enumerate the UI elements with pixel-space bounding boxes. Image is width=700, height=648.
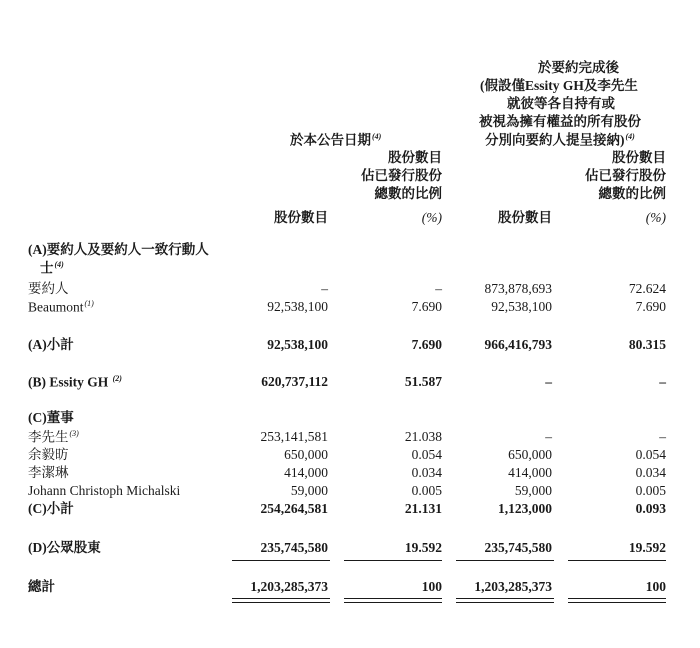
pct-unit-2: (%) xyxy=(645,210,666,225)
section-c-title: (C)董事 xyxy=(28,410,74,425)
cell-shares-2: – xyxy=(545,374,552,389)
cell-shares-1: – xyxy=(321,281,328,296)
cell-shares-1: 235,745,580 xyxy=(260,540,328,555)
cell-pct-2: 0.005 xyxy=(635,483,666,498)
cell-shares-2: 1,203,285,373 xyxy=(474,579,552,594)
cell-pct-2: 72.624 xyxy=(628,281,666,296)
rule xyxy=(232,560,330,561)
footnote-ref: (4) xyxy=(625,132,635,141)
cell-shares-1: 92,538,100 xyxy=(267,337,328,352)
cell-pct-2: – xyxy=(659,429,666,444)
cell-shares-2: – xyxy=(545,429,552,444)
section-a-title: (A)要約人及要約人一致行動人 xyxy=(28,242,209,257)
footnote-ref: (1) xyxy=(84,299,94,308)
cell-pct-1: 19.592 xyxy=(404,540,442,555)
rule xyxy=(344,560,442,561)
pct-header-2-line: 股份數目 xyxy=(612,150,666,165)
footnote-ref: (4) xyxy=(54,260,64,269)
cell-shares-1: 253,141,581 xyxy=(260,429,328,444)
cell-shares-2: 1,123,000 xyxy=(498,501,552,516)
cell-pct-1: 51.587 xyxy=(404,374,442,389)
pct-header-1-line: 股份數目 xyxy=(388,150,442,165)
cell-shares-2: 966,416,793 xyxy=(484,337,552,352)
double-rule xyxy=(568,598,666,603)
cell-shares-1: 254,264,581 xyxy=(260,501,328,516)
row-label: Johann Christoph Michalski xyxy=(28,483,181,498)
section-a-title-cont: 士 xyxy=(40,260,54,276)
row-label: 李先生 xyxy=(28,429,69,445)
header-line: 就彼等各自持有或 xyxy=(507,96,615,111)
cell-shares-1: 414,000 xyxy=(284,465,328,480)
header-line: 被視為擁有權益的所有股份 xyxy=(479,114,641,129)
cell-pct-1: 7.690 xyxy=(411,299,442,314)
pct-header-2-line: 總數的比例 xyxy=(598,186,666,201)
row-label: 要約人 xyxy=(28,281,69,296)
header-line: 分別向要約人提呈接納) xyxy=(485,132,625,148)
cell-pct-2: 0.034 xyxy=(635,465,666,480)
cell-pct-2: 0.054 xyxy=(635,447,666,462)
row-label: 余毅昉 xyxy=(28,447,69,462)
double-rule xyxy=(456,598,554,603)
pct-unit-1: (%) xyxy=(421,210,442,225)
announcement-date-header xyxy=(290,133,381,147)
cell-pct-1: 0.034 xyxy=(411,465,442,480)
cell-pct-1: 7.690 xyxy=(411,337,442,352)
rule xyxy=(456,560,554,561)
header-line: 於要約完成後 xyxy=(538,60,619,75)
cell-shares-2: 59,000 xyxy=(514,483,552,498)
shares-header-1: 股份數目 xyxy=(274,210,328,225)
double-rule xyxy=(232,598,330,603)
cell-pct-2: 80.315 xyxy=(628,337,666,352)
cell-shares-2: 414,000 xyxy=(508,465,552,480)
cell-shares-1: 650,000 xyxy=(284,447,328,462)
cell-shares-2: 92,538,100 xyxy=(491,299,552,314)
cell-pct-2: – xyxy=(659,374,666,389)
cell-shares-2: 873,878,693 xyxy=(484,281,552,296)
row-label: 總計 xyxy=(28,579,55,594)
announcement-date-label: 於本公告日期 xyxy=(290,132,371,148)
cell-pct-1: 21.038 xyxy=(404,429,442,444)
pct-header-2-line: 佔已發行股份 xyxy=(585,168,666,183)
cell-pct-2: 100 xyxy=(645,579,666,594)
row-label: Beaumont xyxy=(28,299,84,315)
cell-shares-2: 650,000 xyxy=(508,447,552,462)
cell-pct-1: 0.054 xyxy=(411,447,442,462)
row-label: (A)小計 xyxy=(28,337,74,352)
cell-pct-2: 19.592 xyxy=(628,540,666,555)
cell-pct-1: 21.131 xyxy=(404,501,442,516)
row-label: 李潔琳 xyxy=(28,465,69,480)
row-label: (C)小計 xyxy=(28,501,74,516)
cell-shares-1: 620,737,112 xyxy=(261,374,328,389)
cell-shares-2: 235,745,580 xyxy=(484,540,552,555)
cell-shares-1: 59,000 xyxy=(290,483,328,498)
header-line: (假設僅Essity GH及李先生 xyxy=(480,78,638,93)
cell-pct-1: 0.005 xyxy=(411,483,442,498)
cell-pct-2: 7.690 xyxy=(635,299,666,314)
row-label: (B) Essity GH xyxy=(28,374,109,390)
cell-shares-1: 92,538,100 xyxy=(267,299,328,314)
cell-pct-1: 100 xyxy=(421,579,442,594)
cell-pct-1: – xyxy=(435,281,442,296)
cell-shares-1: 1,203,285,373 xyxy=(250,579,328,594)
double-rule xyxy=(344,598,442,603)
footnote-ref: (2) xyxy=(112,374,122,383)
rule xyxy=(568,560,666,561)
footnote-ref: (3) xyxy=(69,429,79,438)
footnote-ref: (4) xyxy=(372,132,382,141)
cell-pct-2: 0.093 xyxy=(635,501,666,516)
shares-header-2: 股份數目 xyxy=(498,210,552,225)
row-label: (D)公眾股東 xyxy=(28,540,101,555)
pct-header-1-line: 總數的比例 xyxy=(374,186,442,201)
pct-header-1-line: 佔已發行股份 xyxy=(361,168,442,183)
